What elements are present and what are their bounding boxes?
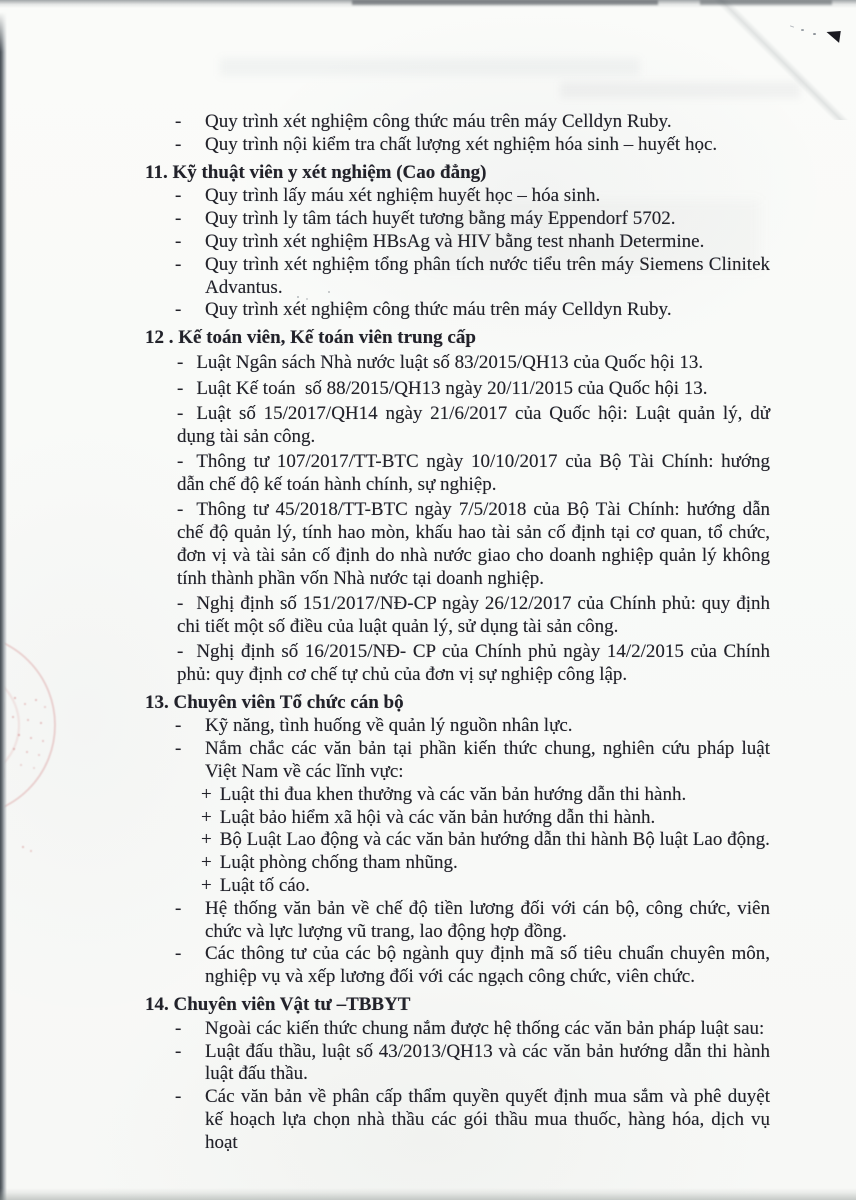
list-item: - Quy trình xét nghiệm HBsAg và HIV bằng test nhanh Determine.: [175, 230, 705, 252]
dash-bullet-marker: -: [175, 1040, 182, 1062]
dash-bullet-marker: -: [175, 253, 182, 275]
list-item: - Luật Ngân sách Nhà nước luật số 83/2015/QH13 của Quốc hội 13.: [177, 352, 704, 374]
top-scan-edge-shadow: [700, 0, 832, 5]
dash-bullet-marker: -: [175, 208, 182, 230]
dash-bullet-marker: -: [175, 1086, 182, 1108]
plus-bullet-marker: +: [201, 806, 212, 828]
dash-bullet-marker: -: [175, 111, 182, 132]
list-item: - Ngoài các kiến thức chung nắm được hệ thống các văn bản pháp luật sau:: [175, 1017, 765, 1039]
dash-bullet-marker: -: [177, 451, 184, 473]
list-item: + Luật bảo hiểm xã hội và các văn bản hướng dẫn thi hành.: [201, 806, 656, 828]
dash-bullet-marker: -: [175, 1017, 182, 1039]
dash-bullet-marker: -: [175, 715, 182, 737]
left-scan-edge: [0, 12, 7, 1200]
list-item: - Quy trình ly tâm tách huyết tương bằng máy Eppendorf 5702.: [175, 208, 676, 230]
list-item: - Thông tư 45/2018/TT-BTC ngày 7/5/2018 của Bộ Tài Chính: hướng dẫn chế độ quản lý, tính hao mòn, khấu hao tài sản cố định tại cơ quan, tổ chức, đơn vị và tài sản cố định do nhà nước giao cho doanh nghiệp quản lý không tính thành phần vốn Nhà nước tại doanh nghiệp.: [177, 499, 770, 589]
dash-bullet-marker: -: [177, 641, 184, 663]
bottom-scan-edge: [0, 1188, 856, 1200]
section-heading: 11. Kỹ thuật viên y xét nghiệm (Cao đẳng): [145, 161, 487, 183]
list-item: - Quy trình nội kiểm tra chất lượng xét nghiệm hóa sinh – huyết học.: [175, 133, 718, 155]
dash-bullet-marker: -: [177, 403, 184, 425]
page-corner-crease: [706, 0, 856, 120]
list-item: - Thông tư 107/2017/TT-BTC ngày 10/10/2017 của Bộ Tài Chính: hướng dẫn chế độ kế toán hành chính, sự nghiệp.: [177, 451, 770, 495]
list-item: + Bộ Luật Lao động và các văn bản hướng dẫn thi hành Bộ luật Lao động.: [201, 829, 770, 851]
dash-bullet-marker: -: [175, 897, 182, 919]
list-item: - Nắm chắc các văn bản tại phần kiến thức chung, nghiên cứu pháp luật Việt Nam về các lĩnh vực:: [175, 738, 770, 783]
dash-bullet-marker: -: [175, 738, 182, 760]
list-item: - Các thông tư của các bộ ngành quy định mã số tiêu chuẩn chuyên môn, nghiệp vụ và xếp lương đối với các ngạch công chức, viên chức.: [175, 943, 770, 988]
pen-smudge-dots: [288, 293, 290, 295]
section-heading: 13. Chuyên viên Tổ chức cán bộ: [145, 691, 404, 713]
list-item: - Kỹ năng, tình huống về quản lý nguồn nhân lực.: [175, 715, 573, 737]
list-item: - Quy trình xét nghiệm tổng phân tích nước tiểu trên máy Siemens Clinitek Advantus.: [175, 253, 770, 298]
list-item: - Nghị định số 16/2015/NĐ- CP của Chính phủ ngày 14/2/2015 của Chính phủ: quy định cơ chế tự chủ của đơn vị sự nghiệp công lập.: [177, 641, 770, 685]
plus-bullet-marker: +: [201, 829, 212, 851]
dash-bullet-marker: -: [177, 592, 184, 614]
list-item: - Nghị định số 151/2017/NĐ-CP ngày 26/12/2017 của Chính phủ: quy định chi tiết một số điều của luật quản lý, sử dụng tài sản công.: [177, 592, 770, 637]
list-item: - Quy trình lấy máu xét nghiệm huyết học – hóa sinh.: [175, 185, 601, 207]
dash-bullet-marker: -: [177, 499, 184, 521]
list-item: + Luật phòng chống tham nhũng.: [201, 852, 458, 874]
plus-bullet-marker: +: [201, 875, 212, 896]
top-scan-edge-shadow: [352, 0, 658, 5]
list-item: - Các văn bản về phân cấp thẩm quyền quyết định mua sắm và phê duyệt kế hoạch lựa chọn nhà thầu các gói thầu mua thuốc, hàng hóa, dịch vụ hoạt: [175, 1086, 770, 1153]
dash-bullet-marker: -: [175, 185, 182, 207]
plus-bullet-marker: +: [201, 783, 212, 805]
dash-bullet-marker: -: [175, 299, 182, 321]
plus-bullet-marker: +: [201, 852, 212, 874]
dash-bullet-marker: -: [175, 133, 182, 155]
list-item: - Hệ thống văn bản về chế độ tiền lương đối với cán bộ, công chức, viên chức và lực lượng vũ trang, lao động hợp đồng.: [175, 897, 770, 942]
dash-bullet-marker: -: [175, 230, 182, 252]
list-item: - Luật số 15/2017/QH14 ngày 21/6/2017 của Quốc hội: Luật quản lý, dử dụng tài sản công.: [177, 403, 770, 447]
dash-bullet-marker: -: [177, 352, 184, 374]
dash-bullet-marker: -: [175, 943, 182, 965]
list-item: - Luật đấu thầu, luật số 43/2013/QH13 và các văn bản hướng dẫn thi hành luật đấu thầu.: [175, 1040, 770, 1085]
section-heading: 14. Chuyên viên Vật tư –TBBYT: [145, 993, 411, 1015]
list-item: + Luật tố cáo.: [201, 875, 310, 896]
dash-bullet-marker: -: [177, 377, 184, 399]
list-item: - Quy trình xét nghiệm công thức máu trên máy Celldyn Ruby.: [175, 111, 672, 132]
list-item: - Luật Kế toán số 88/2015/QH13 ngày 20/11/2015 của Quốc hội 13.: [177, 377, 708, 399]
section-heading: 12 . Kế toán viên, Kế toán viên trung cấp: [145, 327, 476, 349]
list-item: - Quy trình xét nghiệm công thức máu trên máy Celldyn Ruby.: [175, 299, 672, 321]
list-item: + Luật thi đua khen thưởng và các văn bản hướng dẫn thi hành.: [201, 783, 687, 805]
